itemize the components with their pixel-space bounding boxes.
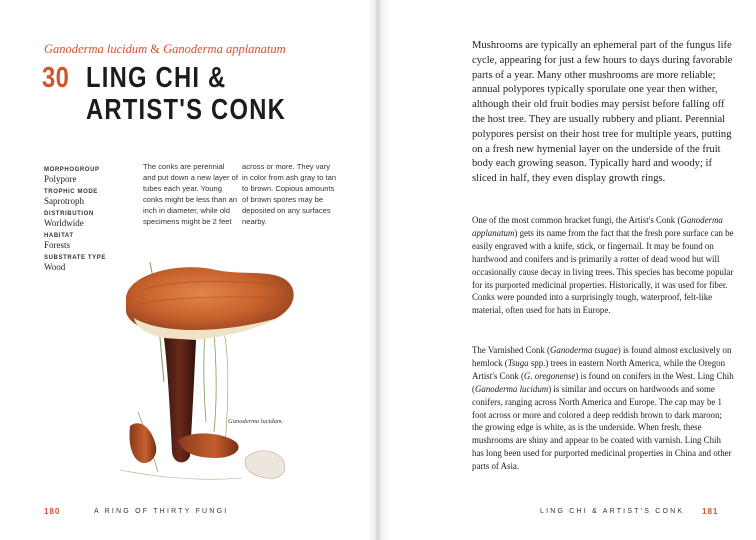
species-italic: Ganoderma tsugae (549, 345, 618, 355)
paragraph-text: The Varnished Conk ( (472, 345, 550, 355)
species-name-2: Ganoderma applanatum (163, 42, 286, 56)
paragraph-text: spp.) trees in eastern North America, while the Oregon Artist's Conk ( (472, 357, 726, 381)
fact-morphogroup (44, 167, 140, 184)
running-head-left: A RING OF THIRTY FUNGI (94, 508, 229, 515)
illustration-caption: Ganoderma lucidum. (228, 418, 284, 425)
fact-value: Worldwide (44, 218, 84, 228)
intro-text-column-1: The conks are perennial and put down a new layer of tubes each year. Young conks might be less than an inch in diameter, while old specimens might be 2 feet (143, 162, 238, 226)
fact-label: HABITAT (44, 233, 74, 239)
fact-trophic-mode (44, 189, 140, 206)
species-names (44, 42, 364, 57)
paragraph-text: ) is found almost exclusively on hemlock ( (472, 345, 732, 368)
fact-value: Forests (44, 240, 71, 250)
chapter-title (86, 62, 307, 126)
fact-value: Wood (44, 262, 66, 272)
fact-distribution (44, 211, 140, 228)
fact-habitat (44, 233, 140, 250)
species-italic: G. oregonense (523, 370, 576, 381)
species-italic: Tsuga (507, 357, 529, 368)
running-head-right: LING CHI & ARTIST'S CONK (540, 508, 685, 515)
book-gutter-shadow (368, 0, 390, 540)
mushroom-illustration (112, 262, 302, 498)
intro-text-column-2: across or more. They vary in color from ash gray to tan to brown. Copious amounts of brown spores may be deposited on any surfaces nearby. (242, 162, 337, 226)
fact-label: DISTRIBUTION (44, 211, 94, 217)
fact-box (44, 162, 140, 272)
species-italic: Ganoderma applanatum (472, 215, 723, 238)
chapter-title-line-2: ARTIST'S CONK (86, 94, 287, 126)
paragraph-text: One of the most common bracket fungi, the Artist's Conk ( (472, 215, 681, 225)
paragraph-text: ) is similar and occurs on hardwoods and some conifers, ranging across North America and Europe. The cap may be 1 foot across or more and colored a deep reddish brown to dark maroon; the growing edge is white, as is the underside. When fresh, these mushrooms are shiny and appear to be coated with varnish. Ling Chih has long been used for purported medicinal properties in China and other parts of Asia. (472, 383, 732, 472)
paragraph-artists-conk (472, 214, 734, 317)
species-ampersand: & (150, 42, 160, 56)
right-page (378, 0, 756, 540)
left-page (0, 0, 376, 540)
fact-label: TROPHIC MODE (44, 189, 98, 195)
paragraph-text: ) is found on conifers in the West. Ling Chih ( (472, 370, 734, 394)
page-number-right: 181 (702, 507, 719, 516)
page-number-left: 180 (44, 507, 61, 516)
chapter-title-line-1: LING CHI & (86, 62, 227, 94)
species-name-1: Ganoderma lucidum (44, 42, 148, 56)
lead-paragraph: Mushrooms are typically an ephemeral part of the fungus life cycle, appearing for just a few hours to days during favorable parts of a year. Many other mushrooms are more reliable; annual polypores typically sporulate one year then wither, although their old fruit bodies may persist before falling off the host tree. They are usually rubbery and pliant. Perennial polypores persist on their host tree for multiple years, putting on a fresh new hymenial layer on the underside of the fruit body each growing season. Typically hard and woody; if sliced in half, they even display growth rings. (472, 40, 733, 185)
paragraph-varnished-conk (472, 344, 734, 473)
fact-value: Saprotroph (44, 196, 84, 206)
fact-label: SUBSTRATE TYPE (44, 255, 106, 261)
paragraph-text: ) gets its name from the fact that the fresh pore surface can be easily engraved with a knife, stick, or fingernail. It may be found on hardwood and conifers and is primarily a rotter of dead wood but will occasionally cause decay in living trees. This species has become popular for its purported medicinal properties. Historically, it was used for fiber. Conks were pounded into a surprisingly tough, waterproof, felt-like material, often used for hats in Europe. (472, 227, 734, 316)
fact-label: MORPHOGROUP (44, 167, 100, 173)
chapter-number: 30 (42, 62, 70, 94)
fact-value: Polypore (44, 174, 77, 184)
species-italic: Ganoderma lucidum (474, 383, 549, 394)
